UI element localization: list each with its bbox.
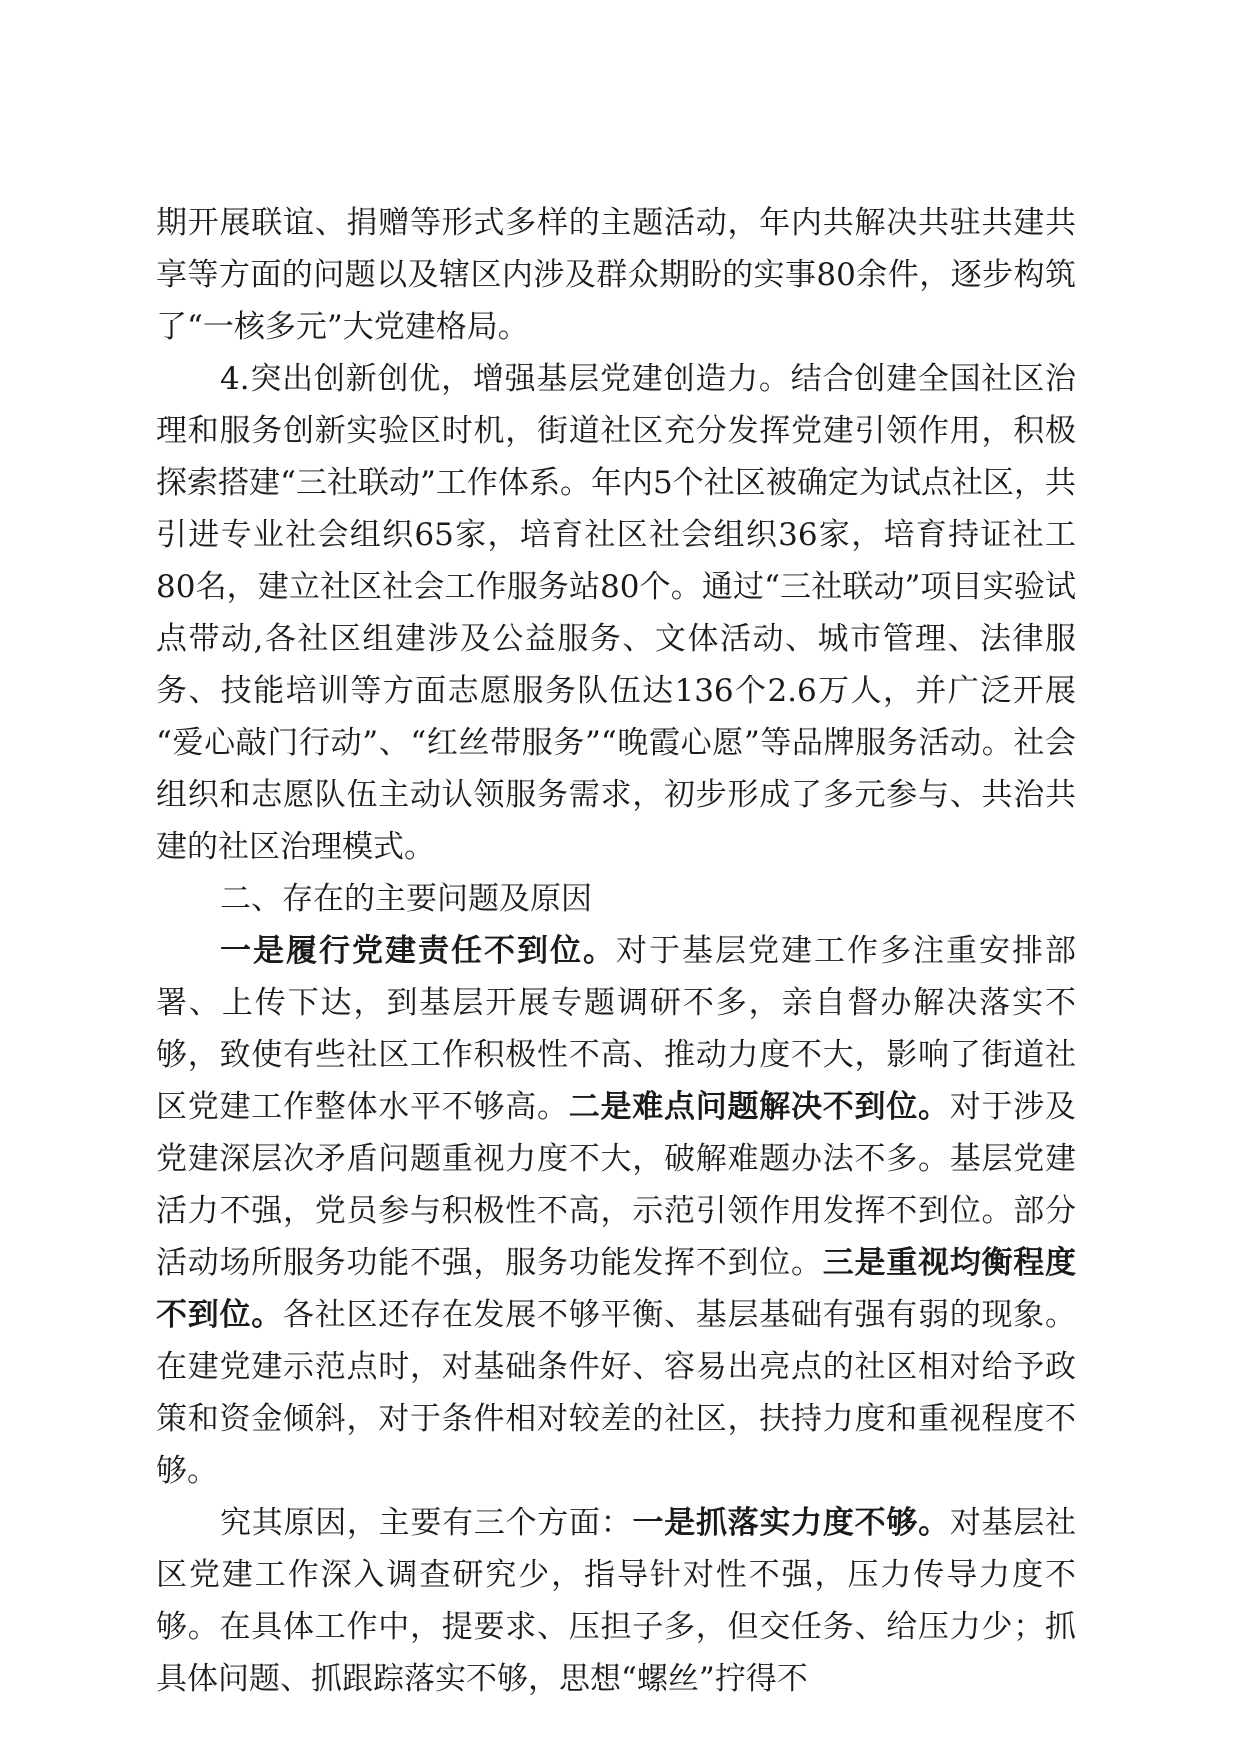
paragraph-continued-activities: 期开展联谊、捐赠等形式多样的主题活动，年内共解决共驻共建共享等方面的问题以及辖区内涉及群众期盼的实事80余件，逐步构筑了“一核多元”大党建格局。 xyxy=(156,205,1076,345)
paragraph-causes xyxy=(156,1497,1076,1705)
document-body xyxy=(156,197,1076,1705)
problem-1-title: 一是履行党建责任不到位。 xyxy=(220,933,616,969)
paragraph-innovation: 4.突出创新创优，增强基层党建创造力。结合创建全国社区治理和服务创新实验区时机，街道社区充分发挥党建引领作用，积极探索搭建“三社联动”工作体系。年内5个社区被确定为试点社区，共引进专业社会组织65家，培育社区社会组织36家，培育持证社工80名，建立社区社会工作服务站80个。通过“三社联动”项目实验试点带动,各社区组建涉及公益服务、文体活动、城市管理、法律服务、技能培训等方面志愿服务队伍达136个2.6万人，并广泛开展 “爱心敲门行动”、“红丝带服务”“晚霞心愿”等品牌服务活动。社会组织和志愿队伍主动认领服务需求，初步形成了多元参与、共治共建的社区治理模式。 xyxy=(156,361,1076,865)
problem-2-title: 二是难点问题解决不到位。 xyxy=(568,1089,950,1125)
causes-intro: 究其原因，主要有三个方面： xyxy=(220,1505,633,1541)
problem-3-text: 各社区还存在发展不够平衡、基层基础有强有弱的现象。在建党建示范点时，对基础条件好、容易出亮点的社区相对给予政策和资金倾斜，对于条件相对较差的社区，扶持力度和重视程度不够。 xyxy=(156,1297,1076,1489)
paragraph-problems xyxy=(156,925,1076,1497)
problem-3-title: 三是重视均衡程度不到位。 xyxy=(156,1245,1076,1333)
cause-1-title: 一是抓落实力度不够。 xyxy=(632,1505,950,1541)
problem-2-text: 对于涉及党建深层次矛盾问题重视力度不大，破解难题办法不多。基层党建活力不强，党员参与积极性不高，示范引领作用发挥不到位。部分活动场所服务功能不强，服务功能发挥不到位。 xyxy=(156,1089,1076,1281)
section-heading-problems: 二、存在的主要问题及原因 xyxy=(220,881,592,917)
cause-1-text: 对基层社区党建工作深入调查研究少，指导针对性不强，压力传导力度不够。在具体工作中，提要求、压担子多，但交任务、给压力少；抓具体问题、抓跟踪落实不够，思想“螺丝”拧得不 xyxy=(156,1505,1077,1697)
problem-1-text: 对于基层党建工作多注重安排部署、上传下达，到基层开展专题调研不多，亲自督办解决落实不够，致使有些社区工作积极性不高、推动力度不大，影响了街道社区党建工作整体水平不够高。 xyxy=(156,933,1076,1125)
